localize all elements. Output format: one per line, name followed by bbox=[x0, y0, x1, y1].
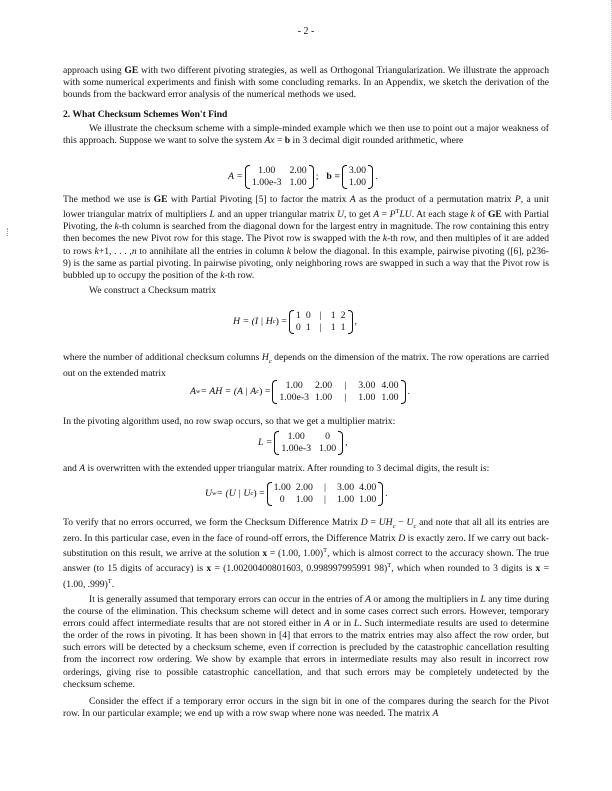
subscript: c bbox=[392, 522, 396, 530]
bold-run: x bbox=[206, 563, 212, 575]
math-symbol: k bbox=[470, 209, 475, 221]
cell: 1.00 bbox=[319, 443, 337, 454]
paragraph-method bbox=[63, 194, 549, 297]
math-symbol: A bbox=[349, 194, 356, 205]
math-symbol: L bbox=[209, 209, 215, 221]
math-symbol: A bbox=[373, 209, 380, 221]
eq-h-sub: c bbox=[272, 318, 276, 325]
section-2 bbox=[63, 109, 549, 147]
bracket-right bbox=[401, 380, 406, 404]
bold-run: GE bbox=[153, 194, 168, 205]
eq-uw-sub2: c bbox=[250, 490, 254, 497]
cell: 1.00e-3 bbox=[251, 177, 282, 188]
cell: 1.00e-3 bbox=[281, 443, 311, 454]
eq-end: , bbox=[354, 316, 357, 327]
math-symbol: A bbox=[432, 707, 439, 719]
bold-run: x bbox=[262, 548, 268, 560]
bracket-right bbox=[368, 165, 373, 189]
cell: 1.00e-3 bbox=[279, 392, 310, 403]
superscript: T bbox=[387, 562, 392, 570]
math-symbol: U bbox=[337, 209, 345, 221]
cell: 2 bbox=[340, 310, 346, 321]
bar: | bbox=[319, 322, 322, 333]
eq-b-lhs: b = bbox=[326, 171, 340, 182]
para7-text: To verify that no errors occurred, we form the Checksum Difference Matrix $D = UH_c - U_c$ and note that all all its entries are zero. In this particular case, even in the face of round-off errors, the Difference Matrix D is exactly zero. If we carry out back-substitution on this result, we arrive at the solution x = (1.00, 1.00)$^T$, which is almost correct to the accuracy shown. The true answer (to 15 digits of accuracy) is x = (1.00200400801603, 0.998997995991 98)$^T$, which when rounded to 3 digits is x = (1.00, .999)$^T$. bbox=[63, 517, 550, 590]
eq-a-lhs: A = bbox=[228, 171, 243, 182]
para1-text: We illustrate the checksum scheme with a simple-minded example which we then use to point out a major weakness of this approach. Suppose we want to solve the system bbox=[63, 123, 549, 147]
eq-end: , bbox=[345, 437, 348, 448]
equation-a-b bbox=[228, 165, 378, 189]
bar: | bbox=[323, 494, 326, 505]
subscript: c bbox=[268, 357, 272, 365]
section-heading: 2. What Checksum Schemes Won't Find bbox=[63, 109, 228, 120]
cell: 1 bbox=[305, 322, 311, 333]
eq-aw-sub: w bbox=[195, 388, 201, 395]
math-symbol: k bbox=[382, 233, 388, 245]
eq-h-lhs-end: ) = bbox=[275, 316, 287, 327]
bold-run: GE bbox=[487, 209, 502, 221]
bold-run: x bbox=[535, 563, 541, 575]
cell: 1 bbox=[330, 322, 336, 333]
matrix-a bbox=[245, 165, 314, 189]
bold-run: GE bbox=[124, 65, 139, 76]
vector-b bbox=[342, 165, 373, 189]
intro-text: approach using GE with two different pivoting strategies, as well as Orthogonal Triangularization. We illustrate the approach with some numerical experiments and finish with some concluding remarks. In an Appendix, we sketch the derivation of the bounds from the backward error analysis of the numerical methods we used. bbox=[63, 65, 549, 101]
math-symbol: UH bbox=[378, 517, 393, 528]
matrix-h bbox=[289, 310, 353, 334]
math-symbol: D bbox=[398, 533, 406, 544]
matrix-uw bbox=[267, 482, 384, 506]
math-symbol: LU bbox=[399, 209, 412, 221]
eq-end: . bbox=[385, 488, 388, 499]
para2-text: The method we use is GE with Partial Pivoting [5] to factor the matrix A as the product of a permutation matrix P, a unit lower triangular matrix of multipliers L and an upper triangular matrix U, to get $A = P^TLU$. At each stage k of GE with Partial Pivoting, the k-th column is searched from the diagonal down for the largest entry in magnitude. The row containing this entry then becomes the new Pivot row for this stage. The Pivot row is swapped with the k-th row, and then multiples of it are added to rows k+1, . . . ,n to annihilate all the entries in column k below the diagonal. In this example, pairwise pivoting ([6], p236-9) is the same as partial pivoting. In pairwise pivoting, only neighboring rows are swapped in such a way that the Pivot row is bubbled up to occupy the position of the k-th row. bbox=[63, 194, 550, 281]
subscript: c bbox=[413, 522, 417, 530]
eq-aw-sub2: c bbox=[256, 388, 260, 395]
matrix-l-cells bbox=[279, 431, 338, 455]
cell: 1.00 bbox=[273, 482, 291, 493]
cell: 2.00 bbox=[289, 165, 307, 176]
eq-uw-sub: w bbox=[212, 490, 217, 497]
cell: 4.00 bbox=[359, 482, 377, 493]
para4-text: where the number of additional checksum columns $H_c$ depends on the dimension of the matrix. The row operations are carried out on the extended matrix bbox=[63, 352, 549, 379]
bar: | bbox=[344, 392, 347, 403]
cell: 2.00 bbox=[315, 380, 333, 391]
bracket-right bbox=[348, 310, 353, 334]
matrix-h-cells bbox=[294, 310, 348, 334]
margin-mark bbox=[7, 228, 9, 236]
cell: 0 bbox=[279, 494, 285, 505]
para8-text: It is generally assumed that temporary errors can occur in the entries of A or among the multipliers in L any time during the course of the elimination. This checksum scheme will detect and in some cases correct such errors. However, temporary errors could affect intermediate results that are not stored either in A or in L. Such intermediate results are used to determine the order of the rows in pivoting. It has been shown in [4] that errors to the matrix entries may also affect the row order, but such errors will be detected by a checksum scheme, even if correction is precluded by the catastrophic cancellation resulting from the incorrect row ordering. We show by example that errors in intermediate results may also result in incorrect row orderings, giving rise to possible catastrophic cancellation, and that such errors may be completely undetected by the checksum scheme. bbox=[63, 593, 550, 690]
equation-uw bbox=[205, 482, 388, 506]
math-symbol: A bbox=[79, 463, 86, 474]
para9-text: Consider the effect if a temporary error occurs in the sign bit in one of the compares during the search for the Pivot row. In our particular example; we end up with a row swap where none was needed. The matrix A bbox=[63, 695, 549, 719]
cell: 1.00 bbox=[289, 177, 307, 188]
bracket-right bbox=[309, 165, 314, 189]
math-symbol: A bbox=[365, 593, 371, 605]
cell: 1.00 bbox=[336, 494, 355, 505]
cell: 0 bbox=[305, 310, 311, 321]
matrix-uw-cells bbox=[272, 482, 379, 506]
cell: 0 bbox=[325, 431, 331, 442]
eq-aw-lhs-end: ) = bbox=[259, 386, 271, 397]
page-number: - 2 - bbox=[297, 26, 315, 37]
cell: 4.00 bbox=[381, 380, 399, 391]
math-symbol: k bbox=[286, 245, 291, 257]
para6-text: and A is overwritten with the extended upper triangular matrix. After rounding to 3 decimal digits, the result is: bbox=[63, 463, 490, 474]
cell: 1.00 bbox=[315, 392, 333, 403]
paragraph-intro-example bbox=[63, 123, 549, 147]
math-symbol: P bbox=[514, 194, 521, 205]
cell: 3.00 bbox=[336, 482, 355, 493]
cell: 1.00 bbox=[285, 380, 303, 391]
superscript: T bbox=[323, 547, 328, 555]
para1-b: b bbox=[284, 135, 291, 147]
cell: 1.00 bbox=[381, 392, 399, 403]
eq-uw-lhs-end: ) = bbox=[253, 488, 265, 499]
bracket-right bbox=[378, 482, 383, 506]
paragraph-overwritten bbox=[63, 463, 549, 475]
para1-ax: Ax bbox=[264, 135, 275, 147]
matrix-l bbox=[274, 431, 343, 455]
eq-end: . bbox=[407, 386, 410, 397]
matrix-a-cells bbox=[250, 165, 309, 189]
eq-uw-mid: = (U | U bbox=[216, 488, 251, 499]
cell: 1.00 bbox=[258, 165, 276, 176]
math-symbol: k bbox=[94, 245, 99, 257]
cell: 3.00 bbox=[348, 165, 367, 176]
equation-aw bbox=[190, 380, 410, 404]
vector-b-cells bbox=[347, 165, 368, 189]
cell: 1.00 bbox=[295, 494, 313, 505]
eq-separator: ; bbox=[315, 171, 319, 182]
math-symbol: L bbox=[480, 593, 486, 605]
para5-text: In the pivoting algorithm used, no row swap occurs, so that we get a multiplier matrix: bbox=[63, 416, 396, 427]
eq-l-lhs: L = bbox=[258, 437, 273, 448]
cell: 0 bbox=[295, 322, 301, 333]
superscript: T bbox=[107, 577, 112, 585]
matrix-aw bbox=[272, 380, 405, 404]
eq-h-lhs: H = (I | H bbox=[233, 316, 273, 327]
math-symbol: H bbox=[261, 352, 269, 363]
math-symbol: P bbox=[389, 209, 396, 221]
cell: 2.00 bbox=[295, 482, 313, 493]
cell: 1 bbox=[340, 322, 346, 333]
paragraph-verify bbox=[63, 517, 549, 720]
math-symbol: U bbox=[406, 517, 414, 528]
cell: 1.00 bbox=[359, 494, 377, 505]
bar: | bbox=[323, 482, 326, 493]
math-symbol: A bbox=[323, 618, 330, 630]
math-symbol: L bbox=[353, 618, 360, 630]
cell: 3.00 bbox=[358, 380, 376, 391]
math-symbol: k bbox=[114, 221, 119, 233]
para1-end: in 3 decimal digit rounded arithmetic, where bbox=[290, 135, 464, 147]
math-symbol: D bbox=[360, 517, 368, 528]
para3-text: We construct a Checksum matrix bbox=[89, 284, 217, 296]
cell: 1 bbox=[295, 310, 301, 321]
math-symbol: n bbox=[131, 245, 137, 257]
cell: 1.00 bbox=[348, 177, 367, 188]
paragraph-checksum-columns bbox=[63, 352, 549, 380]
eq-end: . bbox=[375, 171, 378, 182]
equation-l bbox=[258, 431, 348, 455]
equation-h bbox=[233, 310, 357, 334]
cell: 1 bbox=[330, 310, 336, 321]
math-symbol: k bbox=[220, 269, 225, 281]
bar: | bbox=[319, 310, 322, 321]
bracket-right bbox=[338, 431, 343, 455]
cell: 1.00 bbox=[358, 392, 376, 403]
para1-eq: = bbox=[274, 135, 285, 147]
eq-uw-lhs: U bbox=[205, 488, 213, 499]
paragraph-pivoting bbox=[63, 416, 549, 428]
intro-paragraph bbox=[63, 65, 549, 101]
matrix-aw-cells bbox=[277, 380, 400, 404]
superscript: T bbox=[395, 208, 400, 216]
eq-aw-mid: = AH = (A | A bbox=[200, 386, 257, 397]
bar: | bbox=[344, 380, 347, 391]
cell: 1.00 bbox=[287, 431, 305, 442]
eq-aw-lhs: A bbox=[190, 386, 196, 397]
